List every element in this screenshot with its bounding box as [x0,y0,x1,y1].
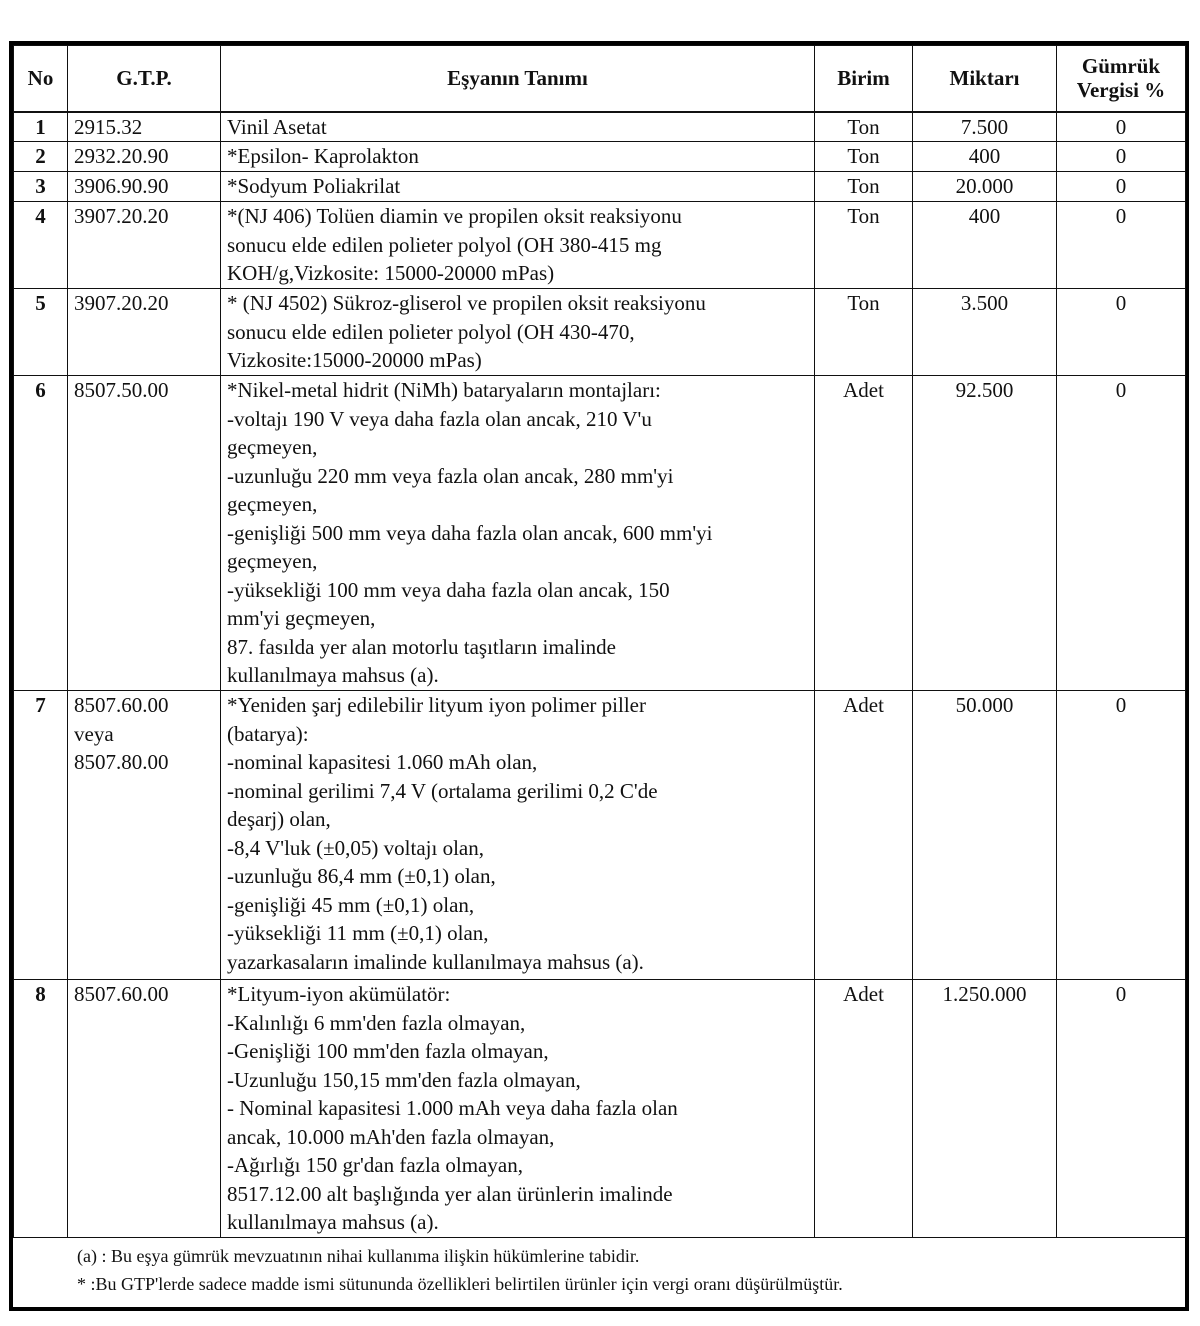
quantity-cell: 3.500 [913,289,1057,376]
unit-cell: Ton [815,112,913,142]
gtp-line: 8507.60.00 [74,693,169,717]
header-quantity: Miktarı [913,46,1057,112]
description-line: -uzunluğu 86,4 mm (±0,1) olan, [227,864,496,888]
gtp-line: veya [74,721,114,746]
item-description [221,172,815,202]
gtp-line: 2915.32 [74,114,143,139]
description-line: * (NJ 4502) Sükroz-gliserol ve propilen oksit reaksiyonu [227,291,706,315]
item-description [221,980,815,1238]
unit-cell: Ton [815,202,913,289]
row-number: 6 [14,376,68,691]
header-no: No [14,46,68,112]
gtp-code [68,691,221,980]
header-description: Eşyanın Tanımı [221,46,815,112]
unit-cell: Adet [815,376,913,691]
description-line: sonucu elde edilen polieter polyol (OH 380-415 mg [227,232,662,257]
gtp-line: 3907.20.20 [74,291,169,315]
duty-rate-cell: 0 [1057,691,1186,980]
unit-cell: Ton [815,289,913,376]
description-line: *Lityum-iyon akümülatör: [227,982,451,1006]
description-line: -Uzunluğu 150,15 mm'den fazla olmayan, [227,1067,581,1092]
table-body [14,112,1186,1238]
gtp-line: 8507.60.00 [74,982,169,1006]
table-row [14,376,1186,691]
item-description [221,112,815,142]
description-line: -yüksekliği 11 mm (±0,1) olan, [227,921,489,945]
description-line: -nominal gerilimi 7,4 V (ortalama gerilimi 0,2 C'de [227,778,658,803]
description-line: -uzunluğu 220 mm veya fazla olan ancak, 280 mm'yi [227,463,674,488]
table-row [14,691,1186,980]
description-line: geçmeyen, [227,435,318,459]
gtp-line: 3906.90.90 [74,174,169,198]
row-number: 2 [14,142,68,172]
table-row [14,172,1186,202]
table-row [14,289,1186,376]
header-duty-line2: Vergisi % [1076,78,1166,103]
description-line: Vinil Asetat [227,114,327,139]
customs-duty-table [13,45,1186,1238]
description-line: -genişliği 500 mm veya daha fazla olan ancak, 600 mm'yi [227,520,713,545]
gtp-code [68,142,221,172]
description-line: *Sodyum Poliakrilat [227,174,401,198]
description-line: Vizkosite:15000-20000 mPas) [227,348,482,372]
description-line: deşarj) olan, [227,807,331,831]
duty-rate-cell: 0 [1057,172,1186,202]
duty-rate-cell: 0 [1057,376,1186,691]
header-duty-line1: Gümrük [1081,54,1161,79]
unit-cell: Ton [815,142,913,172]
description-line: kullanılmaya mahsus (a). [227,663,439,687]
description-line: mm'yi geçmeyen, [227,606,376,630]
duty-rate-cell: 0 [1057,112,1186,142]
gtp-code [68,376,221,691]
item-description [221,202,815,289]
item-description [221,376,815,691]
table-row [14,112,1186,142]
description-line: -Genişliği 100 mm'den fazla olmayan, [227,1039,549,1063]
description-line: *Nikel-metal hidrit (NiMh) bataryaların montajları: [227,378,661,402]
table-row [14,142,1186,172]
item-description [221,289,815,376]
description-line: *Epsilon- Kaprolakton [227,144,419,168]
footnote-asterisk: * :Bu GTP'lerde sadece madde ismi sütununda özellikleri belirtilen ürünler için vergi oranı düşürülmüştür. [77,1274,843,1294]
description-line: (batarya): [227,721,309,746]
description-line: -nominal kapasitesi 1.060 mAh olan, [227,750,538,774]
description-line: ancak, 10.000 mAh'den fazla olmayan, [227,1124,555,1149]
gtp-line: 8507.50.00 [74,378,169,402]
description-line: - Nominal kapasitesi 1.000 mAh veya daha fazla olan [227,1096,678,1120]
description-line: -yüksekliği 100 mm veya daha fazla olan ancak, 150 [227,577,670,602]
description-line: yazarkasaların imalinde kullanılmaya mahsus (a). [227,949,644,974]
footnote-a: (a) : Bu eşya gümrük mevzuatının nihai kullanıma ilişkin hükümlerine tabidir. [77,1246,640,1266]
row-number: 8 [14,980,68,1238]
gtp-line: 3907.20.20 [74,204,169,228]
header-duty [1057,46,1186,112]
description-line: *Yeniden şarj edilebilir lityum iyon polimer piller [227,693,646,717]
gtp-code [68,172,221,202]
row-number: 3 [14,172,68,202]
description-line: -Ağırlığı 150 gr'dan fazla olmayan, [227,1153,523,1177]
gtp-code [68,980,221,1238]
footnotes [77,1242,843,1298]
description-line: kullanılmaya mahsus (a). [227,1210,439,1234]
header-unit: Birim [815,46,913,112]
table-row [14,980,1186,1238]
row-number: 7 [14,691,68,980]
description-line: *(NJ 406) Tolüen diamin ve propilen oksit reaksiyonu [227,204,682,228]
item-description [221,142,815,172]
description-line: sonucu elde edilen polieter polyol (OH 430-470, [227,319,635,344]
description-line: KOH/g,Vizkosite: 15000-20000 mPas) [227,261,555,285]
description-line: -genişliği 45 mm (±0,1) olan, [227,892,475,917]
quantity-cell: 400 [913,202,1057,289]
description-line: -8,4 V'luk (±0,05) voltajı olan, [227,835,484,860]
unit-cell: Adet [815,691,913,980]
description-line: geçmeyen, [227,492,318,516]
header-row [14,46,1186,112]
quantity-cell: 1.250.000 [913,980,1057,1238]
description-line: 87. fasılda yer alan motorlu taşıtların imalinde [227,634,616,659]
table-row [14,202,1186,289]
quantity-cell: 400 [913,142,1057,172]
quantity-cell: 92.500 [913,376,1057,691]
gtp-code [68,112,221,142]
gtp-code [68,202,221,289]
description-line: geçmeyen, [227,549,318,573]
duty-rate-cell: 0 [1057,980,1186,1238]
header-gtp: G.T.P. [68,46,221,112]
quantity-cell: 50.000 [913,691,1057,980]
description-line: -Kalınlığı 6 mm'den fazla olmayan, [227,1010,526,1035]
duty-rate-cell: 0 [1057,289,1186,376]
unit-cell: Ton [815,172,913,202]
duty-rate-cell: 0 [1057,142,1186,172]
duty-rate-cell: 0 [1057,202,1186,289]
row-number: 5 [14,289,68,376]
gtp-line: 8507.80.00 [74,750,169,774]
item-description [221,691,815,980]
description-line: -voltajı 190 V veya daha fazla olan ancak, 210 V'u [227,406,652,431]
document-frame [9,41,1189,1311]
description-line: 8517.12.00 alt başlığında yer alan ürünlerin imalinde [227,1181,673,1206]
unit-cell: Adet [815,980,913,1238]
gtp-code [68,289,221,376]
row-number: 4 [14,202,68,289]
gtp-line: 2932.20.90 [74,144,169,168]
quantity-cell: 7.500 [913,112,1057,142]
quantity-cell: 20.000 [913,172,1057,202]
row-number: 1 [14,112,68,142]
